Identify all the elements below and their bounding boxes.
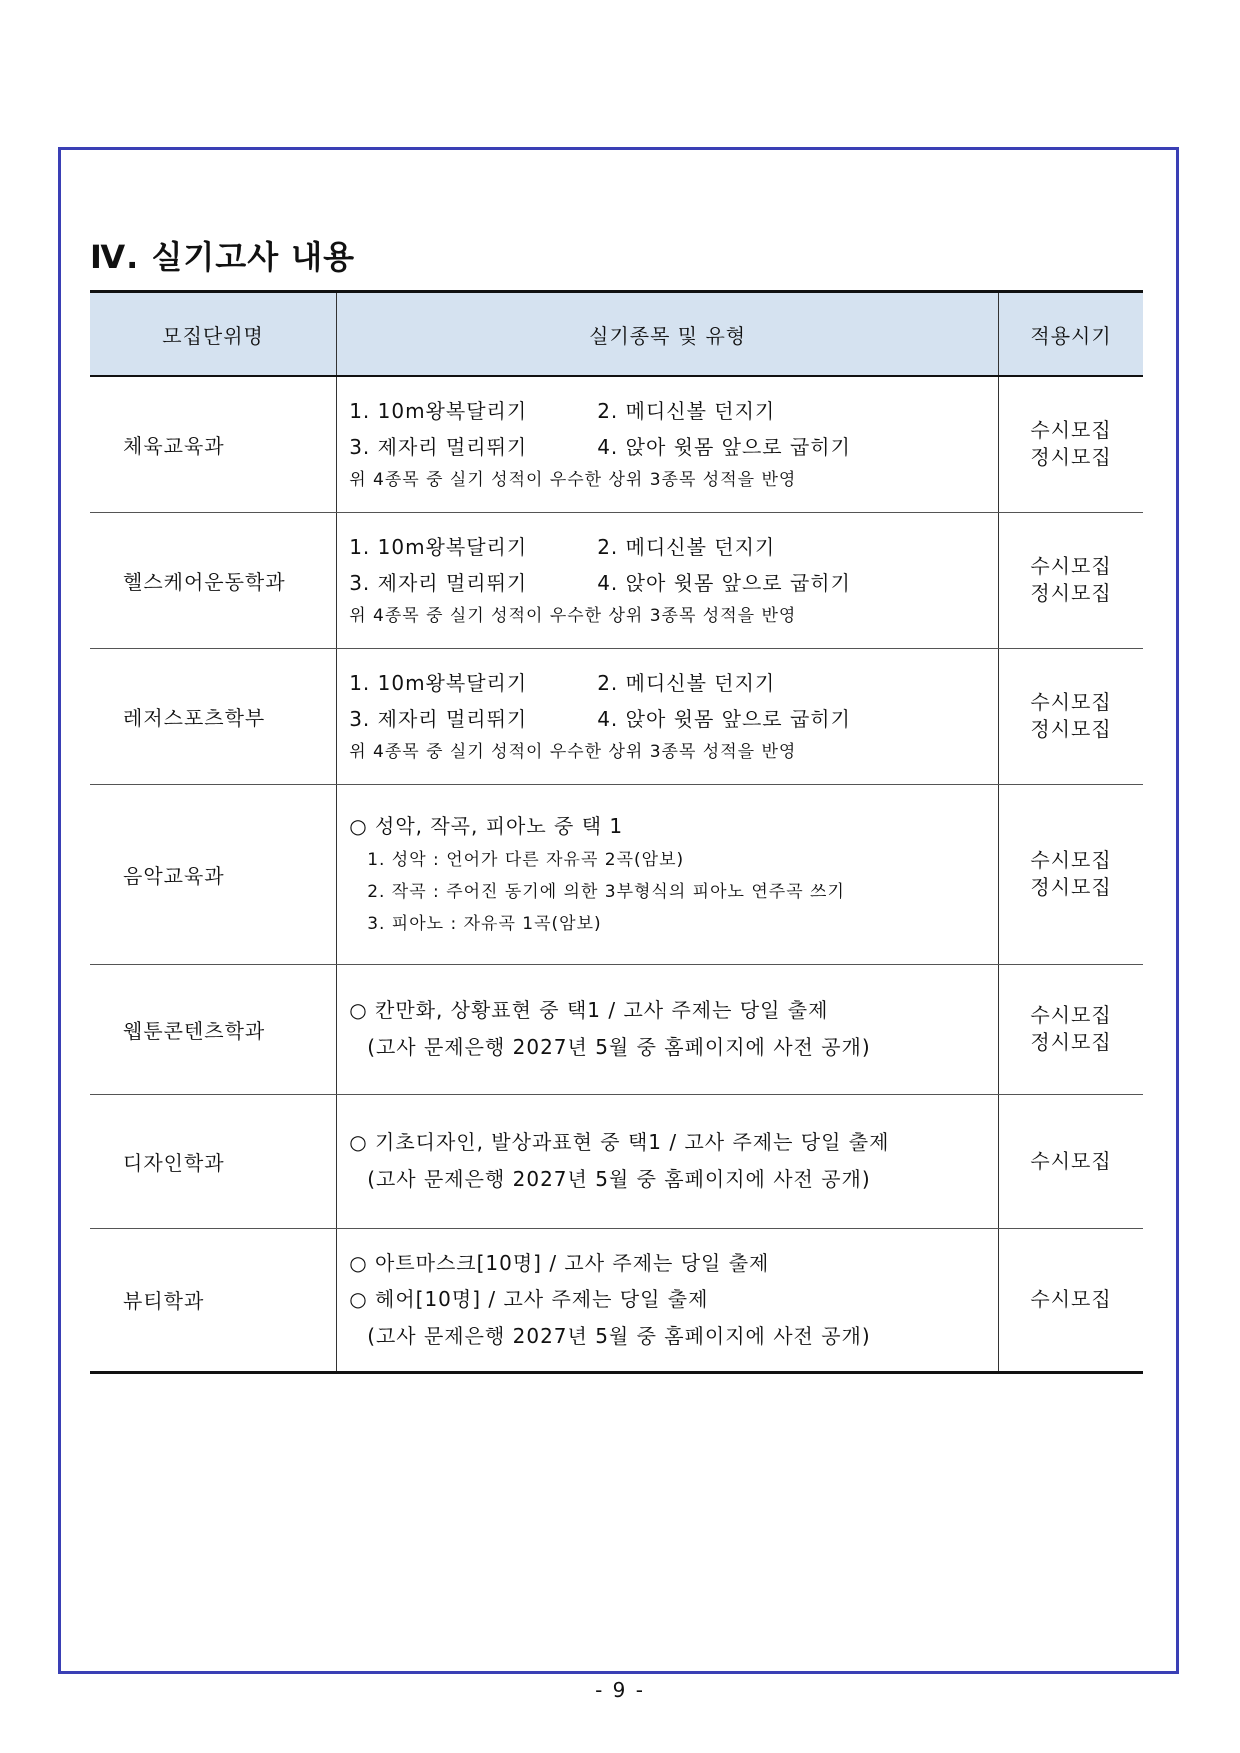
exam-item-pair (349, 701, 986, 737)
exam-item: 1. 10m왕복달리기 (349, 671, 528, 695)
exam-items (337, 1094, 999, 1228)
exam-note: 위 4종목 중 실기 성적이 우수한 상위 3종목 성적을 반영 (349, 742, 797, 762)
table-row (90, 1228, 1143, 1372)
unit-name: 디자인학과 (90, 1094, 337, 1228)
header-period: 적용시기 (999, 292, 1143, 377)
exam-option-line: ○ 칸만화, 상황표현 중 택1 / 고사 주제는 당일 출제 (349, 998, 829, 1022)
exam-items (337, 1228, 999, 1372)
exam-note: (고사 문제은행 2027년 5월 중 홈페이지에 사전 공개) (367, 1323, 871, 1348)
exam-item: 3. 제자리 멀리뛰기 (349, 435, 528, 460)
apply-period (999, 964, 1143, 1094)
exam-item: 3. 제자리 멀리뛰기 (349, 707, 528, 731)
period-item: 정시모집 (1030, 445, 1112, 470)
exam-items (337, 512, 999, 648)
exam-item: 1. 10m왕복달리기 (349, 399, 528, 424)
apply-period (999, 1228, 1143, 1372)
section-title: Ⅳ. 실기고사 내용 (90, 238, 356, 276)
exam-item: 1. 10m왕복달리기 (349, 535, 528, 559)
period-item: 수시모집 (1030, 848, 1112, 872)
exam-option-line: ○ 기초디자인, 발상과표현 중 택1 / 고사 주제는 당일 출제 (349, 1130, 890, 1154)
exam-option-line: ○ 아트마스크[10명] / 고사 주제는 당일 출제 (349, 1250, 770, 1275)
table-header-row (90, 292, 1143, 377)
exam-note: (고사 문제은행 2027년 5월 중 홈페이지에 사전 공개) (367, 1167, 871, 1191)
period-item: 수시모집 (1030, 418, 1112, 443)
table-row (90, 512, 1143, 648)
period-item: 수시모집 (1030, 690, 1112, 714)
apply-period (999, 648, 1143, 784)
exam-item: 2. 메디신볼 던지기 (597, 535, 776, 559)
period-item: 수시모집 (1030, 554, 1112, 578)
exam-item: 4. 앉아 윗몸 앞으로 굽히기 (597, 707, 851, 731)
table-row (90, 964, 1143, 1094)
table-row (90, 784, 1143, 964)
exam-sub-item: 2. 작곡 : 주어진 동기에 의한 3부형식의 피아노 연주곡 쓰기 (367, 882, 845, 902)
unit-name: 웹툰콘텐츠학과 (90, 964, 337, 1094)
header-items: 실기종목 및 유형 (337, 292, 999, 377)
exam-note: (고사 문제은행 2027년 5월 중 홈페이지에 사전 공개) (367, 1035, 871, 1059)
period-item: 정시모집 (1030, 581, 1112, 605)
exam-item-pair (349, 393, 986, 429)
period-item: 정시모집 (1030, 875, 1112, 899)
unit-name: 헬스케어운동학과 (90, 512, 337, 648)
exam-option-line: ○ 헤어[10명] / 고사 주제는 당일 출제 (349, 1286, 709, 1311)
exam-item-pair (349, 565, 986, 601)
exam-items (337, 964, 999, 1094)
exam-items (337, 784, 999, 964)
exam-item-pair (349, 429, 986, 465)
period-item: 수시모집 (1030, 1003, 1112, 1027)
table-row (90, 648, 1143, 784)
exam-item-pair (349, 665, 986, 701)
period-item: 정시모집 (1030, 717, 1112, 741)
unit-name: 음악교육과 (90, 784, 337, 964)
unit-name: 뷰티학과 (90, 1228, 337, 1372)
exam-sub-item: 3. 피아노 : 자유곡 1곡(암보) (367, 914, 602, 934)
exam-sub-item: 1. 성악 : 언어가 다른 자유곡 2곡(암보) (367, 850, 685, 870)
table-row (90, 376, 1143, 512)
exam-item: 2. 메디신볼 던지기 (597, 399, 776, 424)
apply-period (999, 1094, 1143, 1228)
exam-option-line: ○ 성악, 작곡, 피아노 중 택 1 (349, 814, 624, 838)
apply-period (999, 784, 1143, 964)
exam-items (337, 376, 999, 512)
apply-period (999, 512, 1143, 648)
header-unit: 모집단위명 (90, 292, 337, 377)
period-item: 수시모집 (1030, 1148, 1112, 1173)
unit-name: 체육교육과 (90, 376, 337, 512)
exam-item: 2. 메디신볼 던지기 (597, 671, 776, 695)
apply-period (999, 376, 1143, 512)
page-number: - 9 - (595, 1678, 645, 1702)
exam-items (337, 648, 999, 784)
exam-item: 3. 제자리 멀리뛰기 (349, 571, 528, 595)
period-item: 수시모집 (1030, 1287, 1112, 1311)
period-item: 정시모집 (1030, 1030, 1112, 1054)
exam-content-table (90, 290, 1143, 1374)
unit-name: 레저스포츠학부 (90, 648, 337, 784)
exam-note: 위 4종목 중 실기 성적이 우수한 상위 3종목 성적을 반영 (349, 470, 797, 491)
exam-item-pair (349, 529, 986, 565)
table-row (90, 1094, 1143, 1228)
exam-item: 4. 앉아 윗몸 앞으로 굽히기 (597, 435, 851, 460)
exam-item: 4. 앉아 윗몸 앞으로 굽히기 (597, 571, 851, 595)
exam-note: 위 4종목 중 실기 성적이 우수한 상위 3종목 성적을 반영 (349, 606, 797, 626)
